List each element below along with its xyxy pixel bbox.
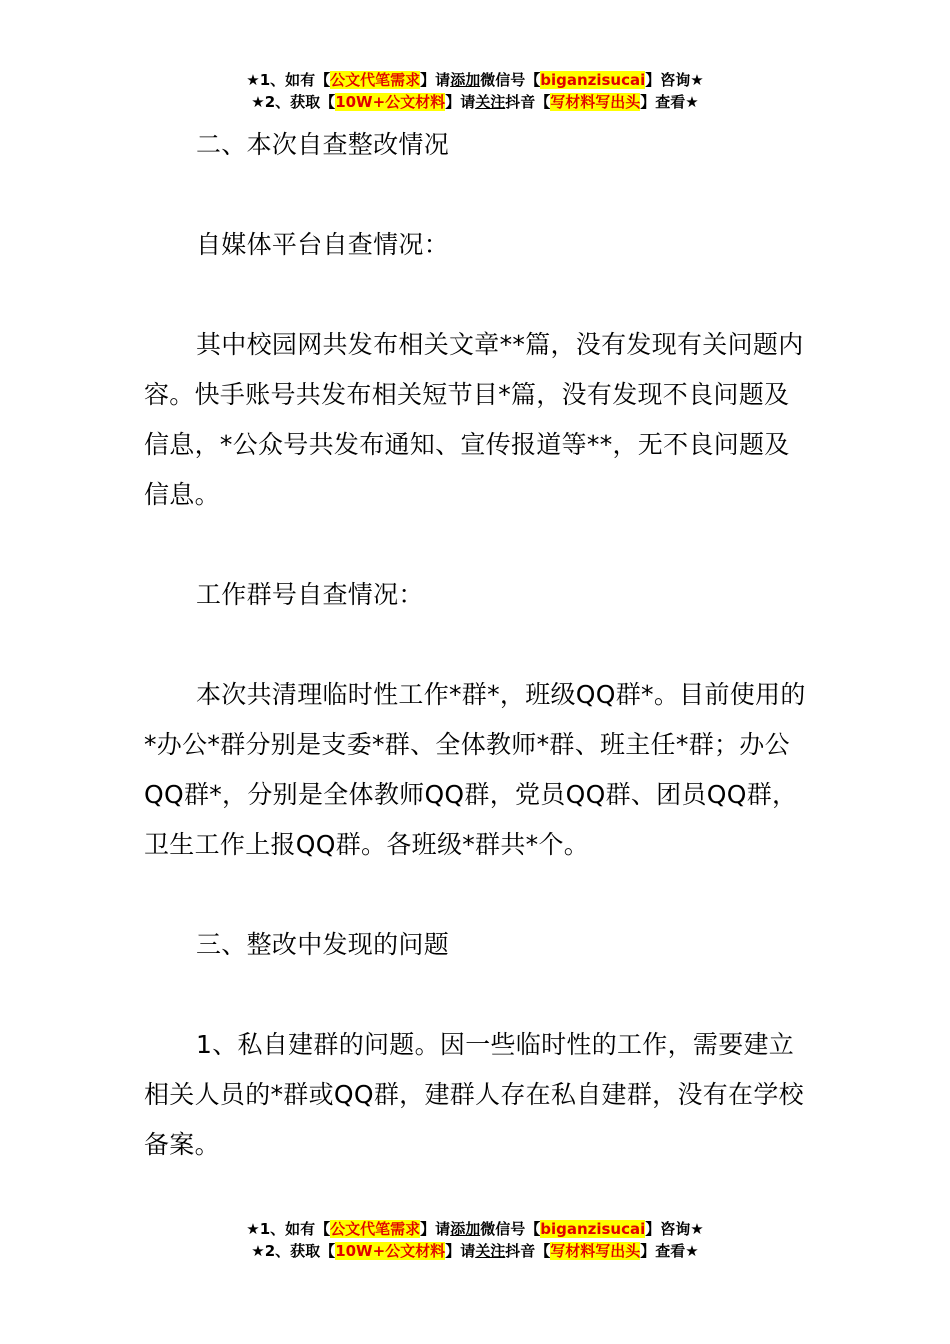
banner-line-2: ★2、获取【10W+公文材料】请关注抖音【写材料写出头】查看★ <box>251 93 699 111</box>
highlight-materials: 10W+公文材料 <box>335 93 446 111</box>
footer-banner <box>0 1218 950 1262</box>
header-banner <box>0 69 950 113</box>
banner-line-2: ★2、获取【10W+公文材料】请关注抖音【写材料写出头】查看★ <box>251 1242 699 1260</box>
document-body <box>144 120 806 1170</box>
highlight-materials: 10W+公文材料 <box>335 1242 446 1260</box>
subheading-media: 自媒体平台自查情况： <box>196 230 450 259</box>
section-heading-3: 三、整改中发现的问题 <box>196 930 450 959</box>
highlight-service: 公文代笔需求 <box>330 71 421 89</box>
highlight-douyin: 写材料写出头 <box>550 93 641 111</box>
paragraph-issue-1: 1、私自建群的问题。因一些临时性的工作，需要建立相关人员的*群或QQ群，建群人存在私自建群，没有在学校备案。 <box>144 1030 804 1159</box>
highlight-wechat-id: biganzisucai <box>540 71 646 89</box>
paragraph-groups: 本次共清理临时性工作*群*，班级QQ群*。目前使用的*办公*群分别是支委*群、全体教师*群、班主任*群；办公QQ群*，分别是全体教师QQ群，党员QQ群、团员QQ群，卫生工作上报QQ群。各班级*群共*个。 <box>144 680 806 859</box>
highlight-wechat-id: biganzisucai <box>540 1220 646 1238</box>
banner-line-1: ★1、如有【公文代笔需求】请添加微信号【biganzisucai】咨询★ <box>246 1220 704 1238</box>
section-heading-2: 二、本次自查整改情况 <box>196 130 450 159</box>
banner-line-1: ★1、如有【公文代笔需求】请添加微信号【biganzisucai】咨询★ <box>246 71 704 89</box>
highlight-service: 公文代笔需求 <box>330 1220 421 1238</box>
subheading-groups: 工作群号自查情况： <box>196 580 424 609</box>
paragraph-media: 其中校园网共发布相关文章**篇，没有发现有关问题内容。快手账号共发布相关短节目*篇，没有发现不良问题及信息，*公众号共发布通知、宣传报道等**，无不良问题及信息。 <box>144 330 804 509</box>
highlight-douyin: 写材料写出头 <box>550 1242 641 1260</box>
